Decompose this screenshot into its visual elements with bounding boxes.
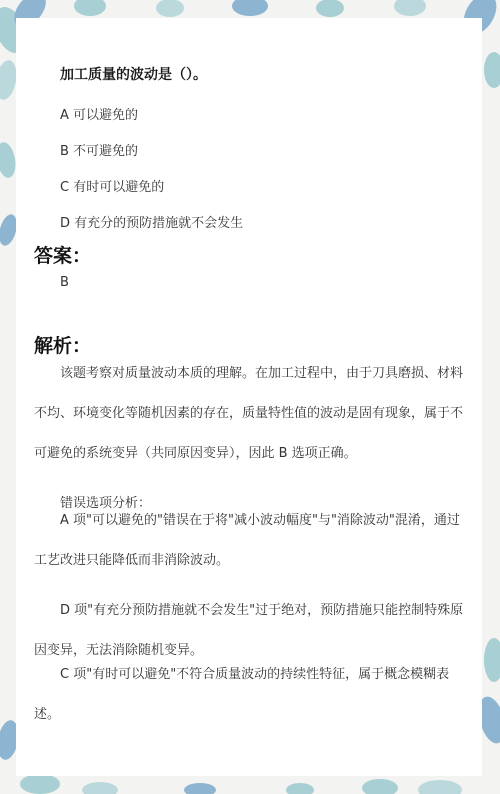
option-a: A 可以避免的 — [60, 108, 139, 123]
wrong-options-title: 错误选项分析： — [60, 496, 152, 511]
option-b: B 不可避免的 — [60, 144, 139, 159]
answer-value: B — [60, 275, 69, 290]
wrong-item-a: A 项"可以避免的"错误在于将"减小波动幅度"与"消除波动"混淆，通过工艺改进只能降低而非消除波动。 — [34, 513, 460, 568]
question-title: 加工质量的波动是（）。 — [60, 67, 207, 83]
wrong-item-d: D 项"有充分预防措施就不会发生"过于绝对，预防措施只能控制特殊原因变异，无法消除随机变异。 — [34, 603, 464, 658]
option-c: C 有时可以避免的 — [60, 180, 165, 195]
analysis-heading: 解析： — [34, 335, 92, 357]
analysis-intro: 该题考察对质量波动本质的理解。在加工过程中，由于刀具磨损、材料不均、环境变化等随机因素的存在，质量特性值的波动是固有现象，属于不可避免的系统变异（共同原因变异），因此 B 选项正确。 — [34, 366, 464, 461]
answer-heading: 答案： — [34, 245, 92, 267]
wrong-item-c: C 项"有时可以避免"不符合质量波动的持续性特征，属于概念模糊表述。 — [34, 667, 450, 722]
option-d: D 有充分的预防措施就不会发生 — [60, 216, 244, 231]
content-card — [16, 18, 482, 776]
